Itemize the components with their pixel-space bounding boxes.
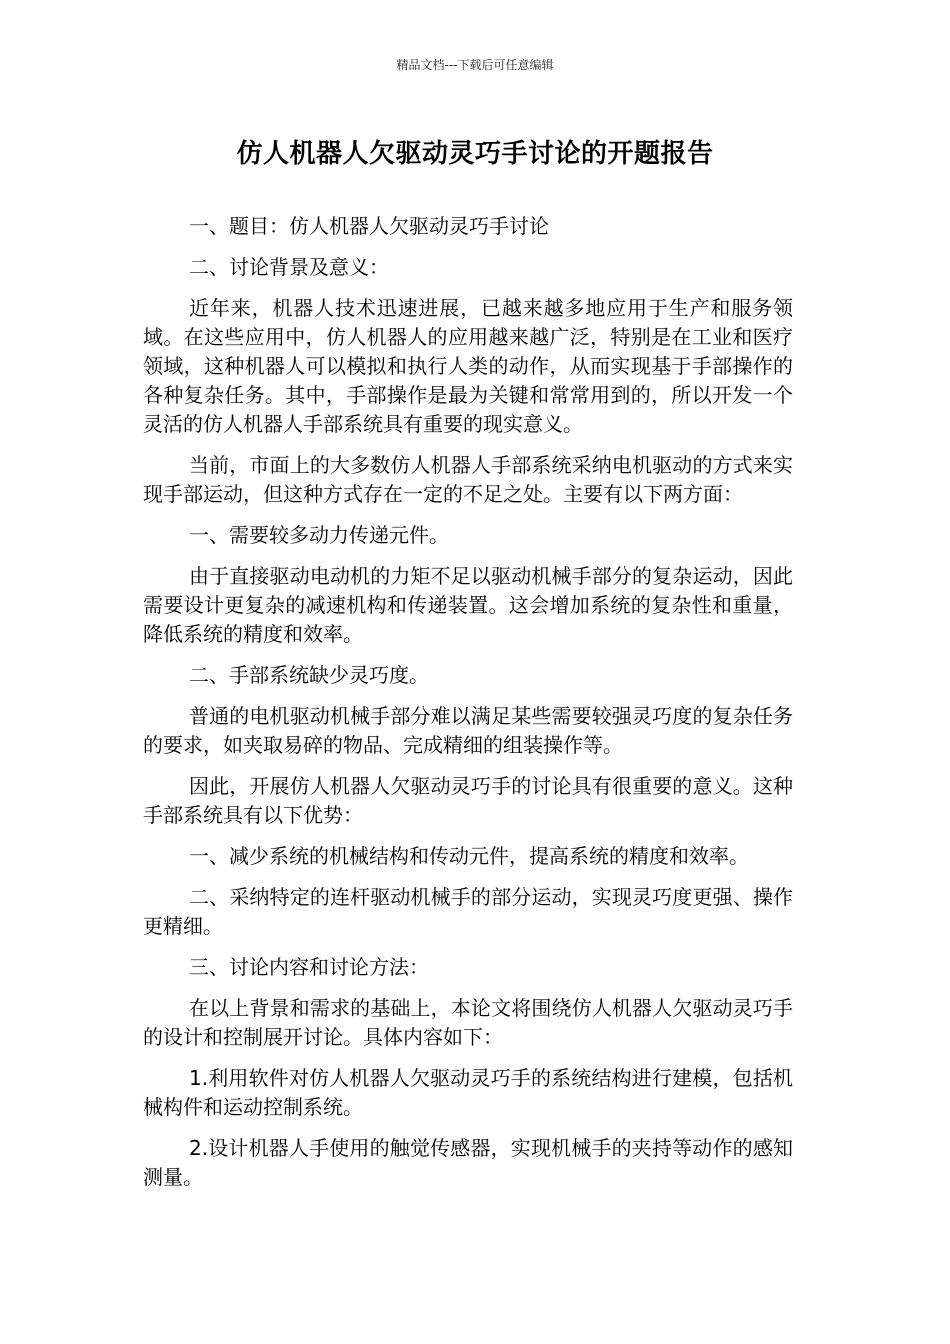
- topic-line: 一、题目：仿人机器人欠驱动灵巧手讨论: [189, 214, 549, 238]
- advantage-one: 一、减少系统的机械结构和传动元件，提高系统的精度和效率。: [189, 844, 749, 868]
- paragraph-dexterity: 普通的电机驱动机械手部分难以满足某些需要较强灵巧度的复杂任务的要求，如夹取易碎的物品、完成精细的组装操作等。: [143, 704, 793, 757]
- paragraph-background-intro: 近年来，机器人技术迅速进展，已越来越多地应用于生产和服务领域。在这些应用中，仿人机器人的应用越来越广泛，特别是在工业和医疗领域，这种机器人可以模拟和执行人类的动作，从而实现基于手部操作的各种复杂任务。其中，手部操作是最为关键和常常用到的，所以开发一个灵活的仿人机器人手部系统具有重要的现实意义。: [143, 296, 793, 436]
- point-heading-dexterity: 二、手部系统缺少灵巧度。: [189, 663, 429, 687]
- content-item-1: 1.利用软件对仿人机器人欠驱动灵巧手的系统结构进行建模，包括机械构件和运动控制系统。: [143, 1066, 793, 1119]
- content-item-2: 2.设计机器人手使用的触觉传感器，实现机械手的夹持等动作的感知测量。: [143, 1136, 793, 1189]
- point-heading-transmission: 一、需要较多动力传递元件。: [189, 523, 449, 547]
- section-heading-methods: 三、讨论内容和讨论方法：: [189, 955, 429, 979]
- paragraph-current-methods: 当前，市面上的大多数仿人机器人手部系统采纳电机驱动的方式来实现手部运动，但这种方式存在一定的不足之处。主要有以下两方面：: [143, 453, 793, 506]
- paragraph-transmission: 由于直接驱动电动机的力矩不足以驱动机械手部分的复杂运动，因此需要设计更复杂的减速机构和传递装置。这会增加系统的复杂性和重量，降低系统的精度和效率。: [143, 564, 793, 646]
- advantage-two: 二、采纳特定的连杆驱动机械手的部分运动，实现灵巧度更强、操作更精细。: [143, 885, 793, 938]
- document-body: [143, 212, 793, 1204]
- section-heading-background: 二、讨论背景及意义：: [189, 255, 389, 279]
- document-title: 仿人机器人欠驱动灵巧手讨论的开题报告: [236, 139, 714, 169]
- paragraph-significance: 因此，开展仿人机器人欠驱动灵巧手的讨论具有很重要的意义。这种手部系统具有以下优势：: [143, 774, 793, 827]
- header-note: 精品文档---下载后可任意编辑: [396, 58, 554, 72]
- paragraph-research-content: 在以上背景和需求的基础上，本论文将围绕仿人机器人欠驱动灵巧手的设计和控制展开讨论。具体内容如下：: [143, 996, 793, 1049]
